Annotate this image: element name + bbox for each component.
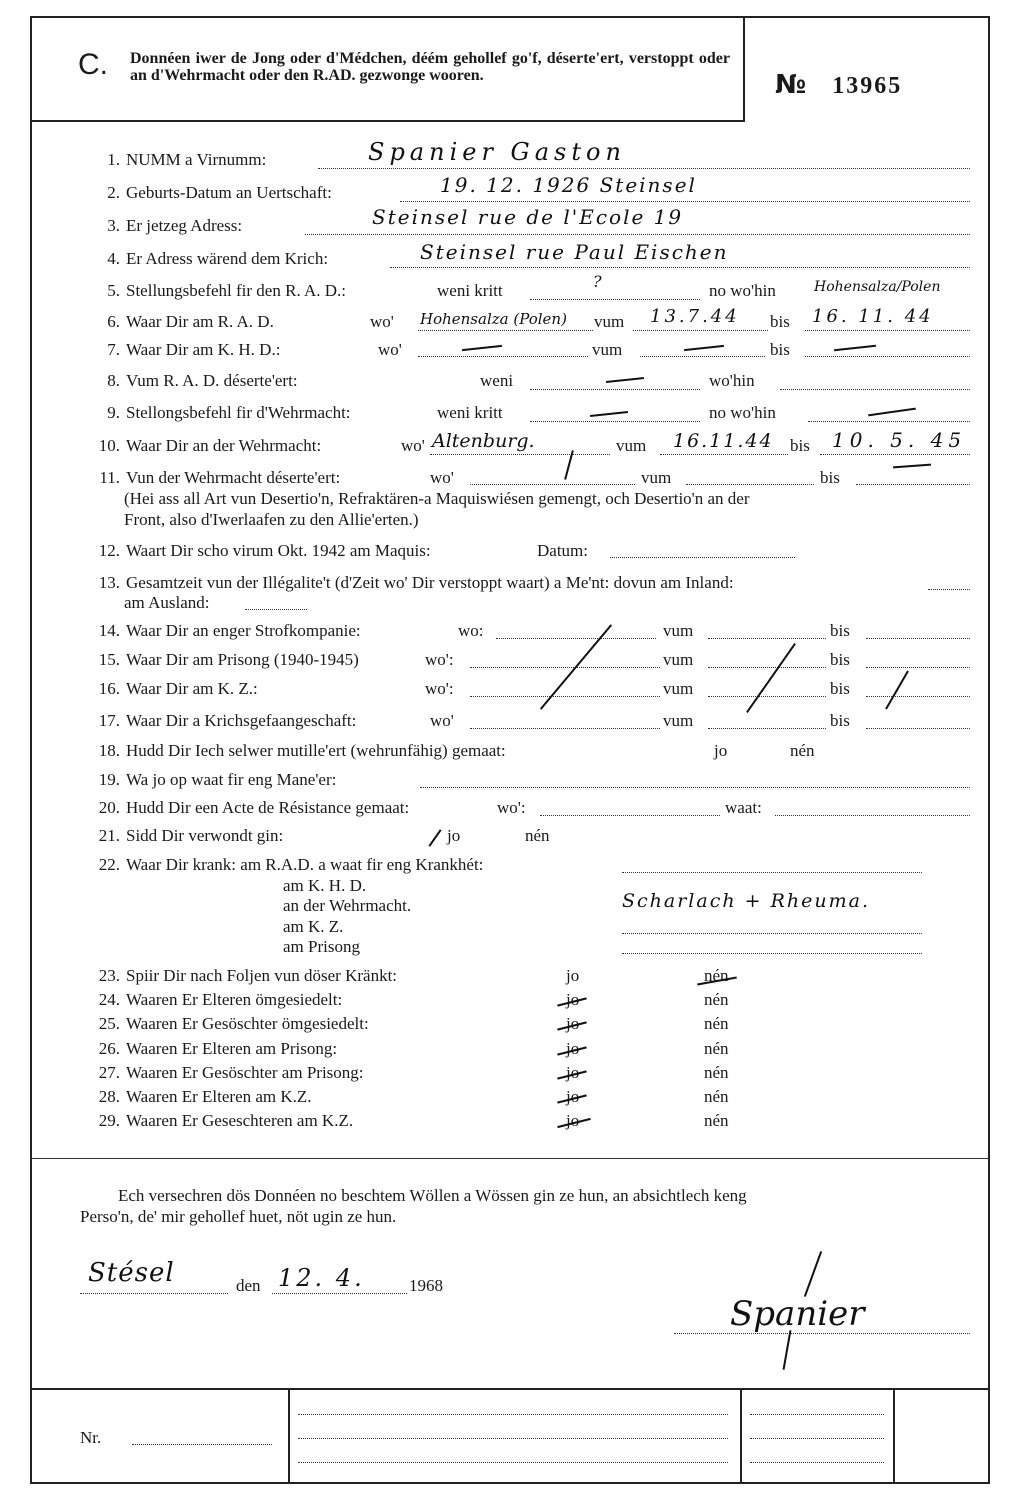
khd-place-line[interactable] bbox=[418, 356, 588, 357]
jo-option[interactable]: jo bbox=[566, 1014, 580, 1033]
bis-label: bis bbox=[790, 436, 810, 455]
row-label: Gesamtzeit vun der Illégalite't (d'Zeit wo' Dir verstoppt waart) a Me'nt: dovun am Inland: bbox=[126, 573, 734, 592]
prisong-place-line[interactable] bbox=[470, 667, 660, 668]
row-label: Waar Dir krank: am R.A.D. a waat fir eng Krankhét: bbox=[126, 855, 484, 874]
jo-option[interactable]: jo bbox=[566, 966, 580, 985]
war-address-field-line[interactable] bbox=[390, 267, 970, 268]
header-divider bbox=[743, 16, 745, 122]
row-number: 24. bbox=[98, 990, 120, 1009]
rad-from-line[interactable] bbox=[633, 330, 768, 331]
war-address-handwritten: Steinsel rue Paul Eischen bbox=[420, 240, 729, 264]
row-label: Hudd Dir een Acte de Résistance gemaat: bbox=[126, 798, 410, 817]
section-letter: C. bbox=[78, 48, 108, 81]
row-number: 25. bbox=[98, 1014, 120, 1033]
vum-label: vum bbox=[663, 650, 694, 669]
row-number: 8. bbox=[107, 371, 120, 390]
weni-field-line[interactable] bbox=[530, 299, 700, 300]
row-number: 20. bbox=[98, 798, 120, 817]
row-12 bbox=[82, 541, 431, 561]
row-label: Waar Dir an enger Strofkompanie: bbox=[126, 621, 361, 640]
bis-label: bis bbox=[830, 711, 850, 730]
row-label: NUMM a Virnumm: bbox=[126, 150, 267, 169]
row-11-note-line1: (Hei ass all Art vun Desertio'n, Refraktären-a Maquiswiésen gemengt, och Desertio'n an der bbox=[124, 489, 750, 508]
row-number: 28. bbox=[98, 1087, 120, 1106]
date-handwritten: 12. 4. bbox=[278, 1264, 365, 1292]
wehrmacht-from-line[interactable] bbox=[660, 454, 788, 455]
jo-option[interactable]: jo bbox=[566, 1063, 580, 1082]
year-label: 1968 bbox=[409, 1276, 443, 1295]
pow-from-line[interactable] bbox=[708, 728, 826, 729]
strofkompanie-from-line[interactable] bbox=[708, 638, 826, 639]
row-label: Waaren Er Gesöschter ömgesiedelt: bbox=[126, 1014, 369, 1033]
row-number: 27. bbox=[98, 1063, 120, 1082]
strofkompanie-place-line[interactable] bbox=[496, 638, 656, 639]
row-3 bbox=[82, 216, 242, 236]
resistance-what-line[interactable] bbox=[775, 815, 970, 816]
deserted-to-line[interactable] bbox=[856, 484, 970, 485]
row-number: 12. bbox=[98, 541, 120, 560]
vum-label: vum bbox=[641, 468, 672, 487]
vum-label: vum bbox=[616, 436, 647, 455]
rad-to-line[interactable] bbox=[805, 330, 970, 331]
footer-entry-line[interactable] bbox=[750, 1414, 884, 1415]
row-22 bbox=[82, 855, 483, 875]
row-number: 4. bbox=[107, 249, 120, 268]
row-10 bbox=[82, 436, 321, 456]
jo-option[interactable]: jo bbox=[447, 826, 461, 845]
nen-option[interactable]: nén bbox=[704, 1063, 729, 1082]
row-number: 1. bbox=[107, 150, 120, 169]
wehrmacht-to-line[interactable] bbox=[820, 454, 970, 455]
wo-label: wo: bbox=[458, 621, 484, 640]
row-label: Vum R. A. D. déserte'ert: bbox=[126, 371, 298, 390]
nen-option[interactable]: nén bbox=[704, 1014, 729, 1033]
row-number: 13. bbox=[98, 573, 120, 592]
sick-prisong-line[interactable] bbox=[622, 953, 922, 954]
prisong-from-line[interactable] bbox=[708, 667, 826, 668]
weni-label: weni kritt bbox=[437, 281, 503, 300]
number-value: 13965 bbox=[832, 73, 903, 99]
row-number: 6. bbox=[107, 312, 120, 331]
row-18 bbox=[82, 741, 506, 761]
wohin-handwritten: Hohensalza/Polen bbox=[814, 279, 941, 295]
wo-label: wo' bbox=[401, 436, 425, 455]
row-label: Waaren Er Elteren am Prisong: bbox=[126, 1039, 338, 1058]
row-24 bbox=[82, 990, 342, 1010]
row-number: 9. bbox=[107, 403, 120, 422]
weni-handwritten: ? bbox=[593, 272, 602, 291]
wohin-label: no wo'hin bbox=[709, 403, 776, 422]
row-25 bbox=[82, 1014, 369, 1034]
row-26 bbox=[82, 1039, 337, 1059]
row-label: Waar Dir am R. A. D. bbox=[126, 312, 274, 331]
jo-option[interactable]: jo bbox=[566, 1087, 580, 1106]
row-number: 19. bbox=[98, 770, 120, 789]
section-separator bbox=[30, 1158, 990, 1159]
jo-option[interactable]: jo bbox=[714, 741, 728, 760]
row-11-note-line2: Front, also d'Iwerlaafen zu den Allie'erten.) bbox=[124, 510, 419, 529]
jo-option[interactable]: jo bbox=[566, 1111, 580, 1130]
row-number: 10. bbox=[98, 436, 120, 455]
row-number: 16. bbox=[98, 679, 120, 698]
nen-option[interactable]: nén bbox=[790, 741, 815, 760]
row-13 bbox=[82, 573, 734, 593]
kz-place-line[interactable] bbox=[470, 696, 660, 697]
nen-option[interactable]: nén bbox=[704, 1087, 729, 1106]
row-label: Hudd Dir Iech selwer mutille'ert (wehrunfähig) gemaat: bbox=[126, 741, 506, 760]
date-line[interactable] bbox=[272, 1293, 407, 1294]
vum-label: vum bbox=[594, 312, 625, 331]
row-label: Geburts-Datum an Uertschaft: bbox=[126, 183, 332, 202]
row-number: 5. bbox=[107, 281, 120, 300]
header-bottom-rule bbox=[30, 120, 745, 122]
row-label: Waaren Er Elteren am K.Z. bbox=[126, 1087, 312, 1106]
nen-option[interactable]: nén bbox=[525, 826, 550, 845]
ausland-label: am Ausland: bbox=[124, 593, 210, 612]
row-label: Waar Dir a Krichsgefaangeschaft: bbox=[126, 711, 357, 730]
nr-line[interactable] bbox=[132, 1444, 272, 1445]
sick-kz-label: am K. Z. bbox=[283, 917, 344, 936]
row-20 bbox=[82, 798, 409, 818]
wohin-label: no wo'hin bbox=[709, 281, 776, 300]
deserted-place-line[interactable] bbox=[470, 484, 635, 485]
inland-line[interactable] bbox=[928, 589, 970, 590]
address-handwritten: Steinsel rue de l'Ecole 19 bbox=[372, 205, 684, 229]
row-label: Er Adress wärend dem Krich: bbox=[126, 249, 329, 268]
resistance-place-line[interactable] bbox=[540, 815, 720, 816]
vum-label: vum bbox=[663, 679, 694, 698]
row-14 bbox=[82, 621, 361, 641]
row-number: 3. bbox=[107, 216, 120, 235]
row-label: Vun der Wehrmacht déserte'ert: bbox=[126, 468, 341, 487]
row-number: 14. bbox=[98, 621, 120, 640]
wehrmacht-wohin-line[interactable] bbox=[808, 421, 970, 422]
bis-label: bis bbox=[820, 468, 840, 487]
row-label: Waar Dir am K. H. D.: bbox=[126, 340, 281, 359]
nen-option[interactable]: nén bbox=[704, 990, 729, 1009]
number-symbol: № bbox=[775, 70, 809, 100]
wo-label: wo' bbox=[378, 340, 402, 359]
row-label: Waar Dir am Prisong (1940-1945) bbox=[126, 650, 359, 669]
wohin-label: wo'hin bbox=[709, 371, 755, 390]
footer-entry-line[interactable] bbox=[298, 1414, 728, 1415]
row-6 bbox=[82, 312, 274, 332]
row-5 bbox=[82, 281, 346, 301]
name-handwritten: Spanier Gaston bbox=[368, 138, 626, 166]
row-label: Stellongsbefehl fir d'Wehrmacht: bbox=[126, 403, 351, 422]
row-number: 23. bbox=[98, 966, 120, 985]
place-line[interactable] bbox=[80, 1293, 228, 1294]
prisong-to-line[interactable] bbox=[866, 667, 970, 668]
row-2 bbox=[82, 183, 332, 203]
row-29 bbox=[82, 1111, 353, 1131]
datum-label: Datum: bbox=[537, 541, 588, 560]
row-number: 21. bbox=[98, 826, 120, 845]
kz-from-line[interactable] bbox=[708, 696, 826, 697]
footer-cell-divider bbox=[288, 1388, 290, 1484]
sick-khd-label: am K. H. D. bbox=[283, 876, 367, 895]
footer-entry-line[interactable] bbox=[298, 1462, 728, 1463]
sick-prisong-label: am Prisong bbox=[283, 937, 360, 956]
wo-label: wo' bbox=[370, 312, 394, 331]
row-23 bbox=[82, 966, 397, 986]
row-4 bbox=[82, 249, 328, 269]
bis-label: bis bbox=[770, 340, 790, 359]
row-17 bbox=[82, 711, 356, 731]
row-28 bbox=[82, 1087, 312, 1107]
row-label: Waar Dir an der Wehrmacht: bbox=[126, 436, 322, 455]
vum-label: vum bbox=[663, 711, 694, 730]
birth-handwritten: 19. 12. 1926 Steinsel bbox=[440, 173, 697, 197]
footer-entry-line[interactable] bbox=[298, 1438, 728, 1439]
khd-to-line[interactable] bbox=[805, 356, 970, 357]
row-21 bbox=[82, 826, 283, 846]
row-number: 17. bbox=[98, 711, 120, 730]
deserted-from-line[interactable] bbox=[686, 484, 814, 485]
row-15 bbox=[82, 650, 359, 670]
row-label: Er jetzeg Adress: bbox=[126, 216, 243, 235]
footer-cell-divider bbox=[893, 1388, 895, 1484]
row-16 bbox=[82, 679, 258, 699]
maquis-date-line[interactable] bbox=[610, 557, 795, 558]
row-19 bbox=[82, 770, 336, 790]
row-number: 22. bbox=[98, 855, 120, 874]
strofkompanie-to-line[interactable] bbox=[866, 638, 970, 639]
wehrmacht-weni-line[interactable] bbox=[530, 421, 700, 422]
nen-option[interactable]: nén bbox=[704, 1039, 729, 1058]
declaration-line2: Perso'n, de' mir gehollef huet, nöt ugin ze hun. bbox=[80, 1207, 397, 1226]
row-number: 2. bbox=[107, 183, 120, 202]
row-label: Waart Dir scho virum Okt. 1942 am Maquis: bbox=[126, 541, 431, 560]
khd-from-line[interactable] bbox=[640, 356, 765, 357]
pow-place-line[interactable] bbox=[470, 728, 660, 729]
footer-top-rule bbox=[30, 1388, 990, 1390]
desert-wohin-line[interactable] bbox=[780, 389, 970, 390]
row-label: Waaren Er Geseschteren am K.Z. bbox=[126, 1111, 354, 1130]
sick-wehrmacht-handwritten: Scharlach + Rheuma. bbox=[622, 890, 870, 912]
sick-rad-line[interactable] bbox=[622, 872, 922, 873]
weni-label: weni bbox=[480, 371, 514, 390]
manner-line[interactable] bbox=[420, 787, 970, 788]
row-27 bbox=[82, 1063, 364, 1083]
wo-label: wo' bbox=[430, 711, 454, 730]
row-11 bbox=[82, 468, 340, 488]
row-label: Waaren Er Gesöschter am Prisong: bbox=[126, 1063, 364, 1082]
row-label: Stellungsbefehl fir den R. A. D.: bbox=[126, 281, 347, 300]
jo-option[interactable]: jo bbox=[566, 990, 580, 1009]
vum-label: vum bbox=[663, 621, 694, 640]
birth-field-line[interactable] bbox=[400, 201, 970, 202]
wehrmacht-place-handwritten: Altenburg. bbox=[432, 430, 535, 452]
row-number: 26. bbox=[98, 1039, 120, 1058]
wo-label: wo': bbox=[497, 798, 526, 817]
nen-option[interactable]: nén bbox=[704, 966, 729, 985]
kz-to-line[interactable] bbox=[866, 696, 970, 697]
section-heading: Donnéen iwer de Jong oder d'Médchen, déém gehollef go'f, déserte'ert, verstoppt oder an d'Wehrmacht oder den R.AD. gezwonge wooren. bbox=[130, 50, 730, 84]
nr-label: Nr. bbox=[80, 1428, 102, 1447]
rad-place-line[interactable] bbox=[418, 330, 593, 331]
footer-entry-line[interactable] bbox=[750, 1462, 884, 1463]
footer-entry-line[interactable] bbox=[750, 1438, 884, 1439]
pow-to-line[interactable] bbox=[866, 728, 970, 729]
bis-label: bis bbox=[770, 312, 790, 331]
address-field-line[interactable] bbox=[305, 234, 970, 235]
row-label: Spiir Dir nach Foljen vun döser Kränkt: bbox=[126, 966, 398, 985]
row-label: Sidd Dir verwondt gin: bbox=[126, 826, 284, 845]
wo-label: wo': bbox=[425, 650, 454, 669]
row-number: 7. bbox=[107, 340, 120, 359]
sick-kz-line[interactable] bbox=[622, 933, 922, 934]
wo-label: wo' bbox=[430, 468, 454, 487]
den-label: den bbox=[236, 1276, 261, 1295]
wo-label: wo': bbox=[425, 679, 454, 698]
place-handwritten: Stésel bbox=[88, 1258, 175, 1288]
signature-handwritten: Spanier bbox=[730, 1294, 865, 1334]
row-number: 11. bbox=[99, 468, 120, 487]
desert-weni-line[interactable] bbox=[530, 389, 700, 390]
row-number: 18. bbox=[98, 741, 120, 760]
weni-label: weni kritt bbox=[437, 403, 503, 422]
row-number: 15. bbox=[98, 650, 120, 669]
rad-from-handwritten: 13.7.44 bbox=[650, 306, 740, 327]
rad-place-handwritten: Hohensalza (Polen) bbox=[420, 310, 567, 328]
row-label: Waar Dir am K. Z.: bbox=[126, 679, 258, 698]
sick-wehrmacht-label: an der Wehrmacht. bbox=[283, 896, 412, 915]
row-1 bbox=[82, 150, 266, 170]
rad-to-handwritten: 16. 11. 44 bbox=[812, 306, 934, 327]
document-number bbox=[775, 70, 902, 100]
name-field-line[interactable] bbox=[318, 168, 970, 169]
row-label: Wa jo op waat fir eng Mane'er: bbox=[126, 770, 337, 789]
wehrmacht-place-line[interactable] bbox=[430, 454, 610, 455]
bis-label: bis bbox=[830, 621, 850, 640]
ausland-line[interactable] bbox=[245, 609, 307, 610]
bis-label: bis bbox=[830, 650, 850, 669]
waat-label: waat: bbox=[725, 798, 762, 817]
footer-cell-divider bbox=[740, 1388, 742, 1484]
row-number: 29. bbox=[98, 1111, 120, 1130]
jo-option[interactable]: jo bbox=[566, 1039, 580, 1058]
row-9 bbox=[82, 403, 351, 423]
bis-label: bis bbox=[830, 679, 850, 698]
wehrmacht-to-handwritten: 10. 5. 45 bbox=[832, 428, 967, 452]
nen-option[interactable]: nén bbox=[704, 1111, 729, 1130]
row-7 bbox=[82, 340, 280, 360]
vum-label: vum bbox=[592, 340, 623, 359]
wehrmacht-from-handwritten: 16.11.44 bbox=[673, 430, 774, 452]
row-label: Waaren Er Elteren ömgesiedelt: bbox=[126, 990, 343, 1009]
row-8 bbox=[82, 371, 298, 391]
declaration-line1: Ech versechren dös Donnéen no beschtem Wöllen a Wössen gin ze hun, an absichtlech keng bbox=[118, 1186, 747, 1205]
